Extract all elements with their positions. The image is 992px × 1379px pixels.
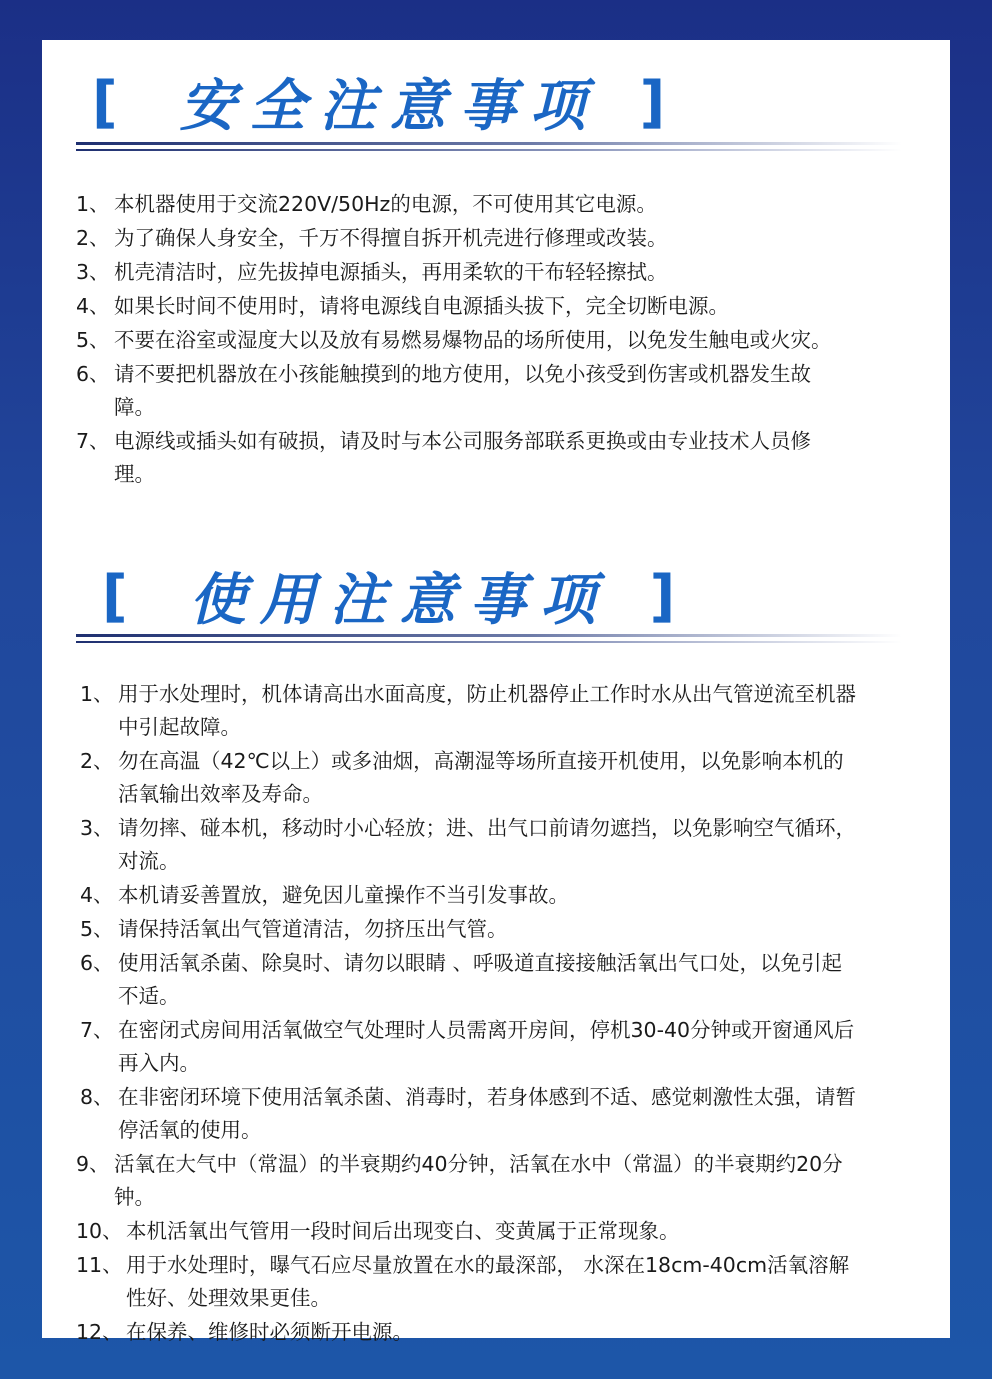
list-item	[76, 1215, 860, 1248]
usage-bracket-close: ]	[649, 563, 676, 629]
item-text: 在非密闭环境下使用活氧杀菌、消毒时，若身体感到不适、感觉刺激性太强，请暂停活氧的使用。	[118, 1085, 856, 1142]
item-text: 用于水处理时，机体请高出水面高度，防止机器停止工作时水从出气管逆流至机器中引起故障。	[118, 682, 856, 739]
item-text: 使用活氧杀菌、除臭时、请勿以眼睛 、呼吸道直接接触活氧出气口处，以免引起不适。	[118, 951, 843, 1008]
list-item	[76, 1148, 860, 1214]
list-item	[76, 188, 846, 221]
item-number: 7、	[76, 429, 110, 453]
item-text: 本机器使用于交流220V/50Hz的电源，不可使用其它电源。	[114, 192, 657, 216]
item-text: 不要在浴室或湿度大以及放有易燃易爆物品的场所使用，以免发生触电或火灾。	[114, 328, 832, 352]
item-number: 4、	[76, 294, 110, 318]
safety-list	[76, 188, 846, 492]
item-text: 在保养、维修时必须断开电源。	[126, 1320, 413, 1344]
item-number: 2、	[80, 749, 114, 773]
usage-bracket-open: [	[102, 563, 128, 629]
list-item	[76, 290, 846, 323]
item-text: 用于水处理时，曝气石应尽量放置在水的最深部， 水深在18cm-40cm活氧溶解性好、处理效果更佳。	[126, 1253, 850, 1310]
item-text: 电源线或插头如有破损，请及时与本公司服务部联系更换或由专业技术人员修理。	[114, 429, 811, 486]
item-number: 1、	[80, 682, 114, 706]
list-item	[76, 256, 846, 289]
item-number: 5、	[80, 917, 114, 941]
item-text: 请不要把机器放在小孩能触摸到的地方使用，以免小孩受到伤害或机器发生故障。	[114, 362, 811, 419]
safety-bracket-close: ]	[639, 69, 666, 135]
item-number: 12、	[76, 1320, 123, 1344]
item-number: 11、	[76, 1253, 123, 1277]
usage-title-text: 使用注意事项	[189, 568, 610, 633]
list-item	[80, 1014, 860, 1080]
item-number: 1、	[76, 192, 110, 216]
list-item	[76, 1316, 860, 1349]
usage-divider	[76, 634, 902, 644]
list-item	[76, 425, 846, 491]
item-text: 请勿摔、碰本机，移动时小心轻放；进、出气口前请勿遮挡，以免影响空气循环，对流。	[118, 816, 856, 873]
list-item	[76, 1249, 860, 1315]
list-item	[80, 1081, 860, 1147]
item-number: 6、	[80, 951, 114, 975]
item-number: 8、	[80, 1085, 114, 1109]
item-number: 3、	[80, 816, 114, 840]
item-text: 机壳清洁时，应先拔掉电源插头，再用柔软的干布轻轻擦拭。	[114, 260, 668, 284]
list-item	[80, 947, 860, 1013]
item-number: 4、	[80, 883, 114, 907]
list-item	[76, 324, 846, 357]
safety-divider	[76, 142, 902, 152]
usage-list	[76, 678, 860, 1350]
list-item	[76, 358, 846, 424]
item-text: 活氧在大气中（常温）的半衰期约40分钟，活氧在水中（常温）的半衰期约20分钟。	[114, 1152, 843, 1209]
item-text: 如果长时间不使用时，请将电源线自电源插头拔下，完全切断电源。	[114, 294, 729, 318]
list-item	[80, 879, 860, 912]
usage-title	[102, 556, 675, 636]
item-text: 在密闭式房间用活氧做空气处理时人员需离开房间，停机30-40分钟或开窗通风后再入内。	[118, 1018, 855, 1075]
list-item	[76, 222, 846, 255]
item-text: 本机活氧出气管用一段时间后出现变白、变黄属于正常现象。	[126, 1219, 680, 1243]
item-text: 请保持活氧出气管道清洁，勿挤压出气管。	[118, 917, 508, 941]
content-panel	[42, 40, 950, 1344]
safety-title	[92, 62, 665, 142]
item-number: 7、	[80, 1018, 114, 1042]
item-text: 为了确保人身安全，千万不得擅自拆开机壳进行修理或改装。	[114, 226, 668, 250]
item-number: 2、	[76, 226, 110, 250]
item-text: 本机请妥善置放，避免因儿童操作不当引发事故。	[118, 883, 569, 907]
safety-bracket-open: [	[92, 69, 118, 135]
item-number: 6、	[76, 362, 110, 386]
item-number: 9、	[76, 1152, 110, 1176]
list-item	[80, 812, 860, 878]
list-item	[80, 913, 860, 946]
item-text: 勿在高温（42℃以上）或多油烟，高潮湿等场所直接开机使用，以免影响本机的活氧输出效率及寿命。	[118, 749, 844, 806]
item-number: 5、	[76, 328, 110, 352]
item-number: 10、	[76, 1219, 123, 1243]
list-item	[80, 678, 860, 744]
list-item	[80, 745, 860, 811]
safety-title-text: 安全注意事项	[179, 74, 600, 139]
item-number: 3、	[76, 260, 110, 284]
